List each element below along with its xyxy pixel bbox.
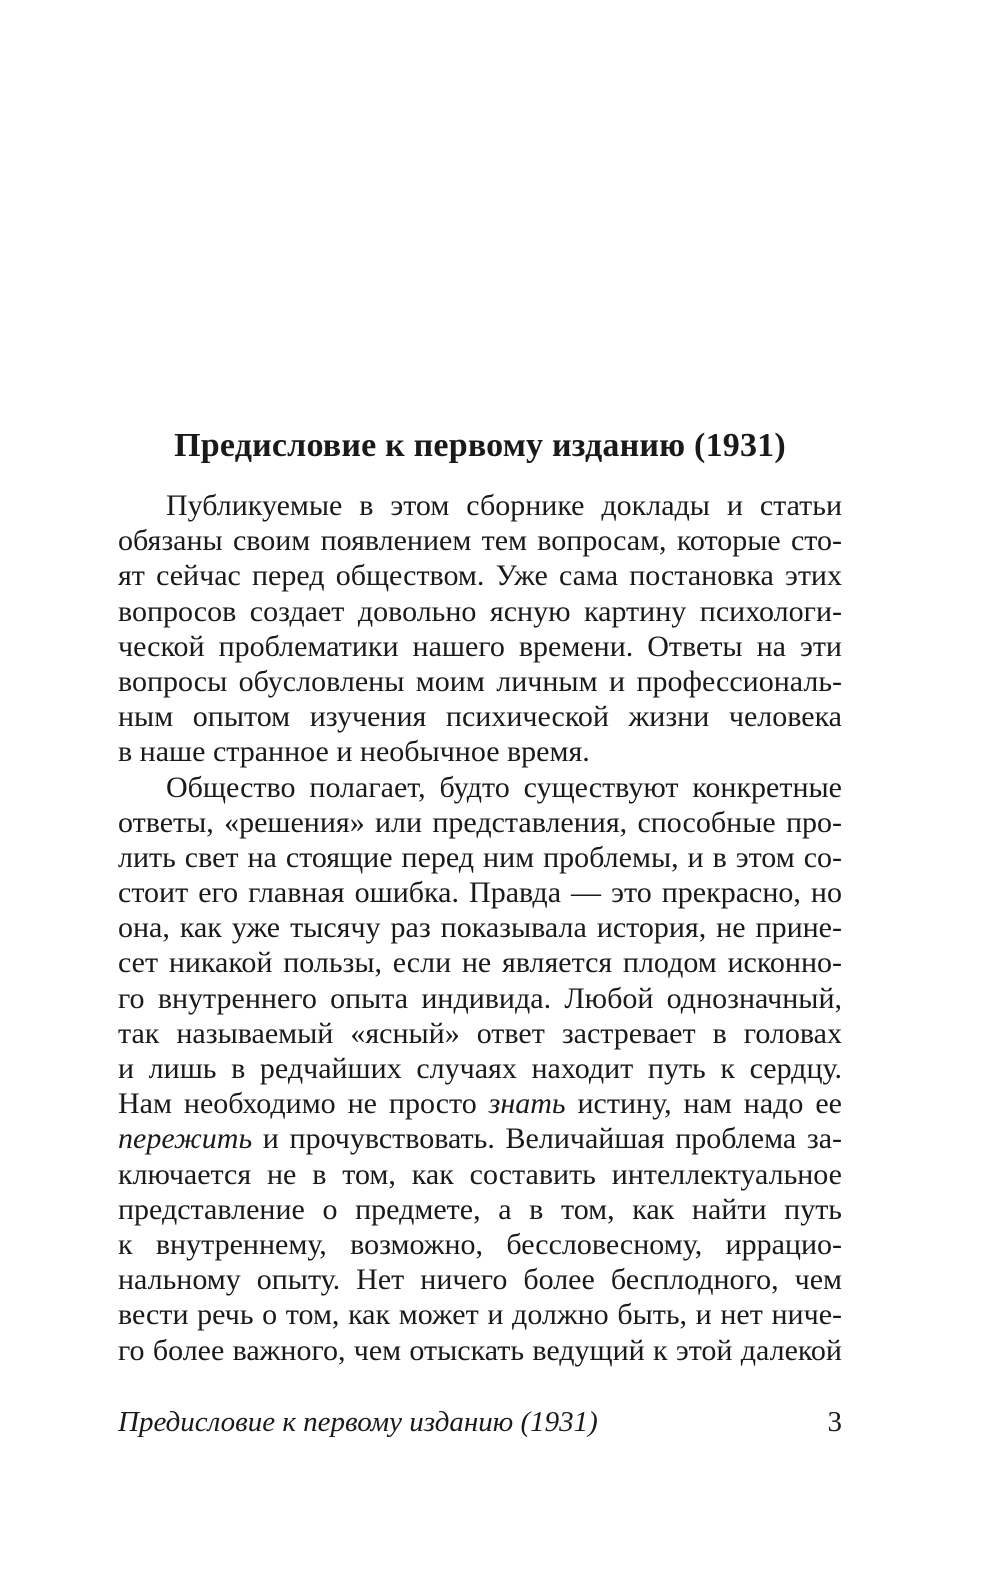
running-footer-title: Предисловие к первому изданию (1931) <box>118 1406 598 1438</box>
text-line-with-emphasis <box>118 1121 842 1156</box>
text-line: ключается не в том, как составить интеллектуальное <box>118 1157 842 1191</box>
text-line: ответы, «решения» или представления, способные про- <box>118 805 842 839</box>
text-line: к внутреннему, возможно, бессловесному, иррацио- <box>118 1227 842 1261</box>
text-line: и лишь в редчайших случаях находит путь к сердцу. <box>118 1052 842 1085</box>
body-text <box>118 488 842 1368</box>
chapter-heading: Предисловие к первому изданию (1931) <box>174 427 786 464</box>
text-line-with-emphasis <box>118 1086 842 1121</box>
text-line: ным опытом изучения психической жизни человека <box>118 700 842 734</box>
text-line: ческой проблематики нашего времени. Ответы на эти <box>118 629 842 663</box>
text-line: вопросов создает довольно ясную картину психологи- <box>118 594 842 628</box>
text-line: вопросы обусловлены моим личным и профессиональ- <box>118 664 842 698</box>
text-segment: Нам необходимо не просто <box>118 1087 489 1121</box>
text-line: стоит его главная ошибка. Правда — это прекрасно, но <box>118 876 842 910</box>
text-segment: и прочувствовать. Величайшая проблема за- <box>252 1122 842 1156</box>
text-line: Общество полагает, будто существуют конкретные <box>166 770 842 804</box>
text-line: в наше странное и необычное время. <box>118 735 590 769</box>
text-line: го более важного, чем отыскать ведущий к этой далекой <box>118 1333 842 1367</box>
text-line: Публикуемые в этом сборнике доклады и статьи <box>166 489 842 522</box>
page-footer <box>118 1402 842 1442</box>
paragraph-1 <box>118 488 842 770</box>
text-line: ят сейчас перед обществом. Уже сама постановка этих <box>118 559 842 593</box>
paragraph-2 <box>118 770 842 1368</box>
text-line: представление о предмете, а в том, как найти путь <box>118 1192 842 1226</box>
text-line: нальному опыту. Нет ничего более бесплодного, чем <box>118 1263 842 1297</box>
emphasis-experience: пережить <box>118 1122 253 1156</box>
text-line: го внутреннего опыта индивида. Любой однозначный, <box>118 981 842 1015</box>
text-line: так называемый «ясный» ответ застревает в головах <box>118 1016 842 1050</box>
text-line: она, как уже тысячу раз показывала история, не прине- <box>118 911 842 945</box>
text-line: лить свет на стоящие перед ним проблемы, и в этом со- <box>118 840 842 874</box>
text-line: обязаны своим появлением тем вопросам, которые сто- <box>118 524 842 558</box>
text-line: сет никакой пользы, если не является плодом исконно- <box>118 946 842 980</box>
text-line: вести речь о том, как может и должно быть, и нет ниче- <box>118 1298 842 1332</box>
emphasis-know: знать <box>488 1087 566 1121</box>
page-number: 3 <box>827 1406 842 1438</box>
text-segment: истину, нам надо ее <box>565 1087 842 1121</box>
